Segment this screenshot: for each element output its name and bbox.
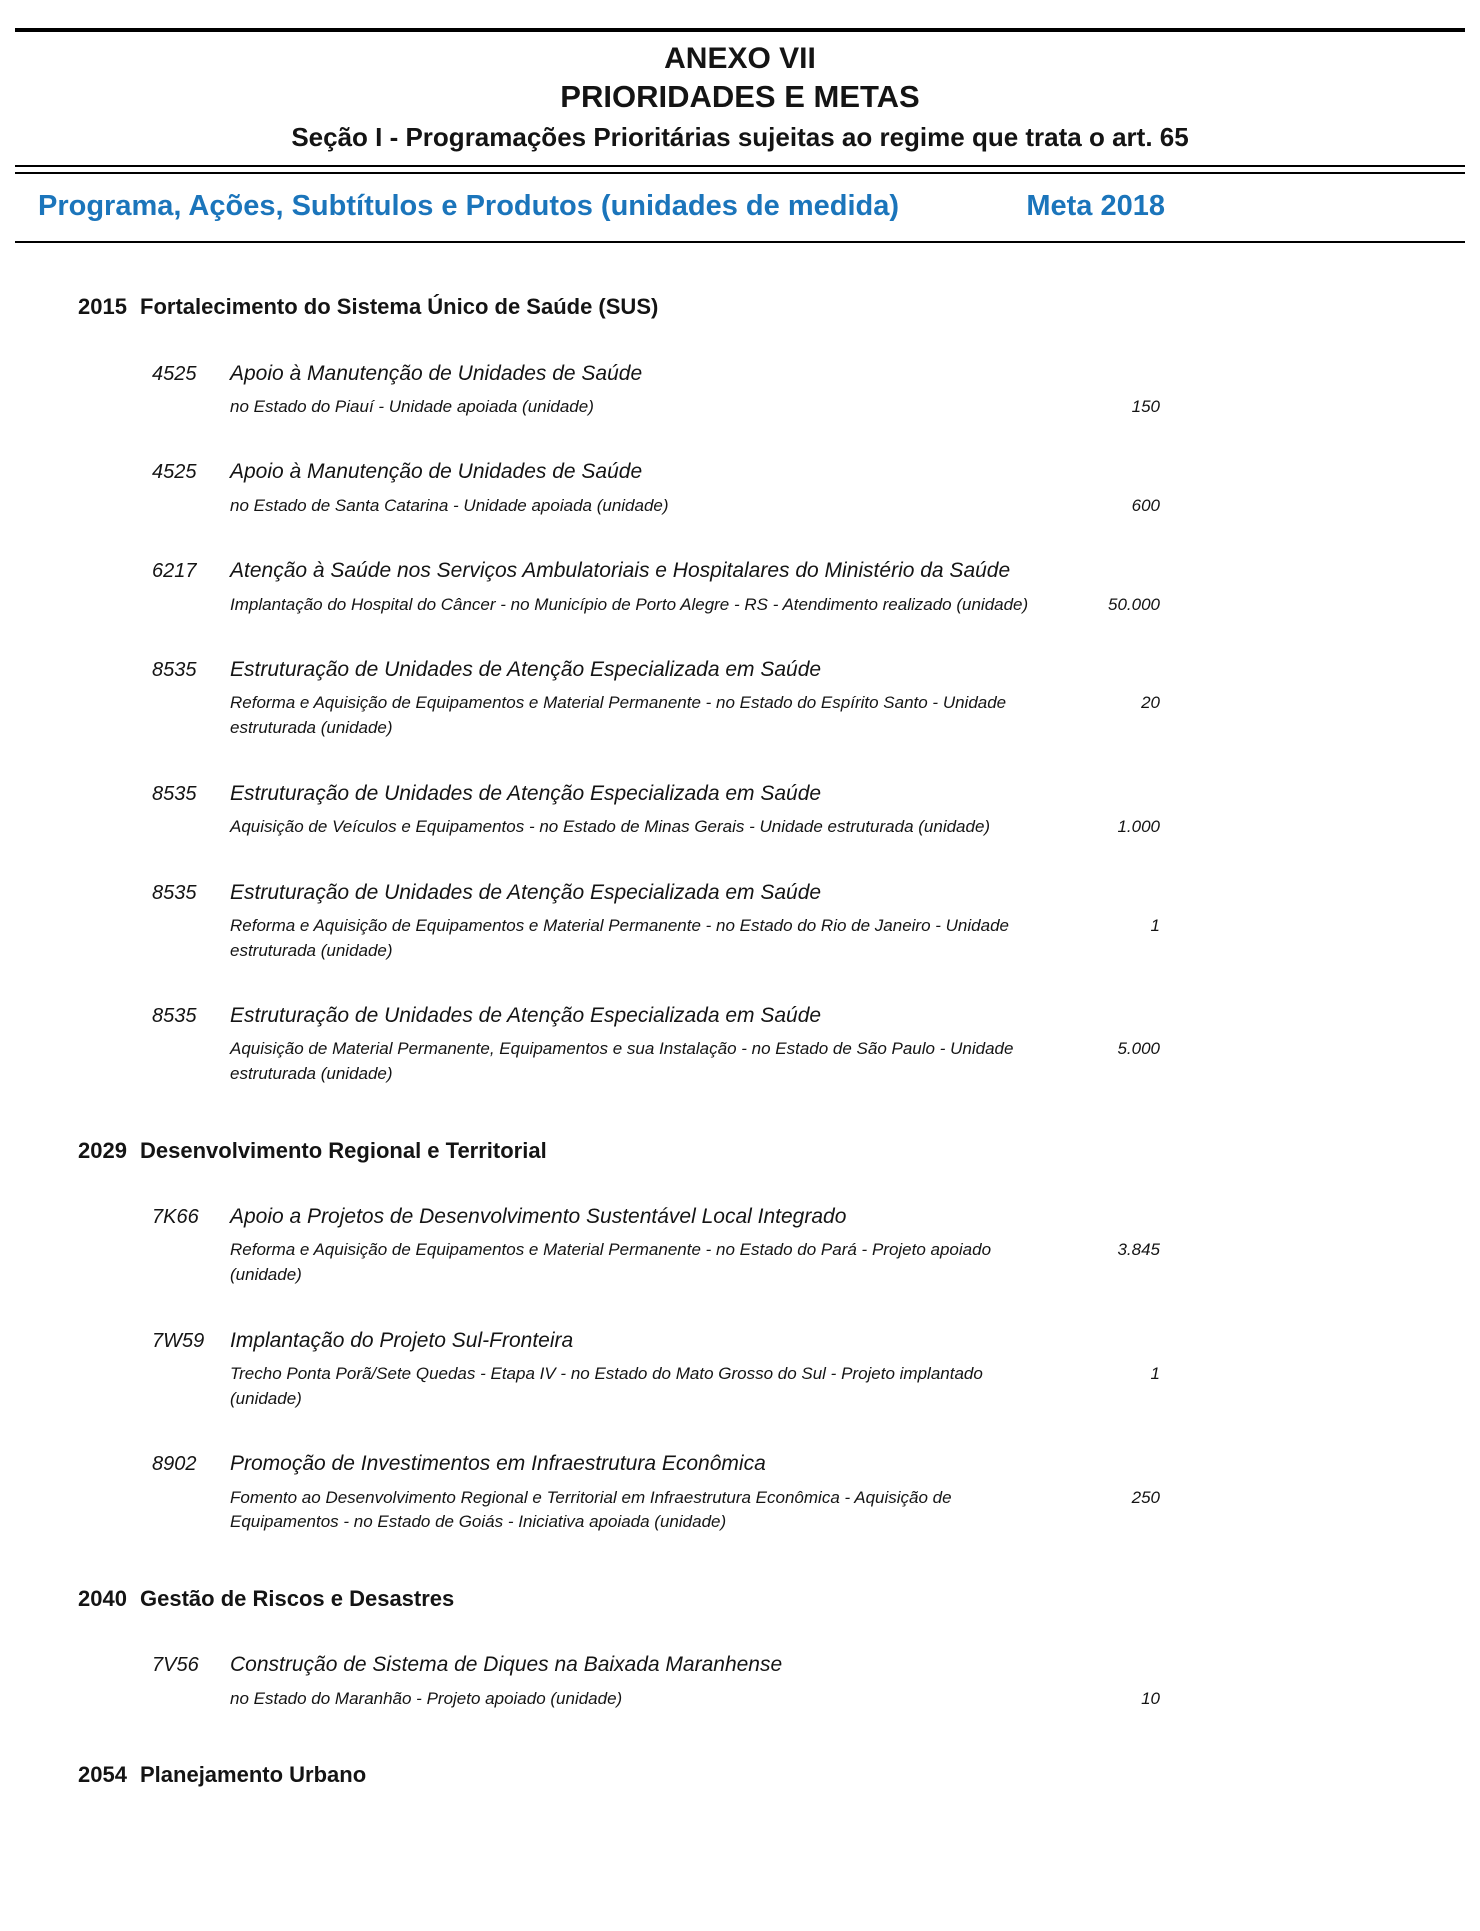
- document-page: [15, 0, 1465, 1789]
- action-subtitle: Fomento ao Desenvolvimento Regional e Territorial em Infraestrutura Econômica - Aquisição de Equipamentos - no Estado de Goiás - Iniciativa apoiada (unidade): [230, 1487, 952, 1532]
- action-meta: 10: [1141, 1688, 1160, 1708]
- action-row: [15, 1328, 1465, 1412]
- action-row: [15, 1652, 1465, 1711]
- action-head: [152, 781, 1465, 807]
- priorities-title: PRIORIDADES E METAS: [560, 78, 920, 114]
- action-meta: 50.000: [1108, 594, 1160, 614]
- action-head: [152, 1003, 1465, 1029]
- action-subrow: [152, 691, 1465, 740]
- action-subrow: [152, 1238, 1465, 1287]
- action-meta: 600: [1131, 495, 1160, 515]
- action-title: Estruturação de Unidades de Atenção Especializada em Saúde: [230, 1004, 822, 1028]
- action-title: Promoção de Investimentos em Infraestrutura Econômica: [230, 1452, 766, 1476]
- program-title: Planejamento Urbano: [140, 1762, 367, 1788]
- program-list: [15, 293, 1465, 1789]
- program-actions: [15, 1204, 1465, 1535]
- program-code: 2040: [78, 1585, 127, 1611]
- action-subtitle: Reforma e Aquisição de Equipamentos e Material Permanente - no Estado do Pará - Projeto apoiado (unidade): [230, 1240, 992, 1285]
- action-head: [152, 880, 1465, 906]
- double-rule: [15, 165, 1465, 174]
- action-meta: 150: [1131, 396, 1160, 416]
- action-code: 8535: [152, 1005, 197, 1028]
- action-code: 8902: [152, 1453, 197, 1476]
- action-subrow: [152, 1362, 1465, 1411]
- action-subrow: [152, 494, 1465, 519]
- action-subtitle: no Estado de Santa Catarina - Unidade apoiada (unidade): [230, 495, 669, 515]
- action-row: [15, 459, 1465, 518]
- action-code: 4525: [152, 461, 197, 484]
- action-code: 8535: [152, 881, 197, 904]
- program-section: [15, 293, 1465, 1087]
- program-section: [15, 1137, 1465, 1535]
- action-head: [152, 558, 1465, 584]
- action-head: [152, 1204, 1465, 1230]
- action-subtitle: Aquisição de Veículos e Equipamentos - no Estado de Minas Gerais - Unidade estruturada (unidade): [230, 817, 991, 836]
- program-title: Desenvolvimento Regional e Territorial: [140, 1137, 547, 1163]
- action-code: 7V56: [152, 1654, 199, 1677]
- action-code: 6217: [152, 560, 197, 583]
- action-subtitle: no Estado do Piauí - Unidade apoiada (unidade): [230, 396, 594, 416]
- program-actions: [15, 361, 1465, 1087]
- action-subrow: [152, 395, 1465, 420]
- action-subtitle: no Estado do Maranhão - Projeto apoiado (unidade): [230, 1688, 623, 1708]
- program-heading: [15, 1761, 1465, 1789]
- action-row: [15, 1451, 1465, 1535]
- action-title: Atenção à Saúde nos Serviços Ambulatoriais e Hospitalares do Ministério da Saúde: [230, 559, 1011, 583]
- header-rule: [15, 241, 1465, 243]
- action-meta: 1: [1150, 915, 1160, 935]
- column-header-right: Meta 2018: [1026, 190, 1165, 223]
- action-title: Estruturação de Unidades de Atenção Especializada em Saúde: [230, 658, 822, 682]
- column-header-left: Programa, Ações, Subtítulos e Produtos (unidades de medida): [38, 190, 900, 223]
- action-meta: 5.000: [1117, 1039, 1160, 1059]
- action-row: [15, 657, 1465, 741]
- action-subtitle: Reforma e Aquisição de Equipamentos e Material Permanente - no Estado do Rio de Janeiro - Unidade estruturada (unidade): [230, 915, 1009, 960]
- action-head: [152, 657, 1465, 683]
- action-head: [152, 361, 1465, 387]
- action-meta: 1.000: [1117, 817, 1160, 836]
- action-title: Apoio a Projetos de Desenvolvimento Sustentável Local Integrado: [230, 1205, 847, 1229]
- action-code: 4525: [152, 362, 197, 385]
- action-row: [15, 558, 1465, 617]
- action-subtitle: Aquisição de Material Permanente, Equipamentos e sua Instalação - no Estado de São Paulo - Unidade estruturada (unidade): [230, 1039, 1014, 1084]
- action-code: 7K66: [152, 1206, 199, 1229]
- program-title: Gestão de Riscos e Desastres: [140, 1585, 455, 1611]
- action-row: [15, 1003, 1465, 1087]
- action-subtitle: Implantação do Hospital do Câncer - no Município de Porto Alegre - RS - Atendimento realizado (unidade): [230, 594, 1029, 614]
- action-meta: 20: [1141, 693, 1160, 713]
- column-header: [15, 174, 1465, 241]
- program-actions: [15, 1652, 1465, 1711]
- program-heading: [15, 1137, 1465, 1165]
- action-row: [15, 781, 1465, 840]
- action-subrow: [152, 1486, 1465, 1535]
- program-section: [15, 1585, 1465, 1711]
- action-head: [152, 1451, 1465, 1477]
- annex-title: ANEXO VII: [664, 42, 816, 75]
- action-code: 7W59: [152, 1329, 205, 1352]
- action-subrow: [152, 593, 1465, 618]
- program-section: [15, 1761, 1465, 1789]
- action-subrow: [152, 914, 1465, 963]
- program-code: 2054: [78, 1762, 127, 1788]
- action-subrow: [152, 1687, 1465, 1712]
- action-meta: 1: [1150, 1363, 1160, 1383]
- program-heading: [15, 293, 1465, 321]
- action-title: Estruturação de Unidades de Atenção Especializada em Saúde: [230, 880, 822, 904]
- section-title: Seção I - Programações Prioritárias sujeitas ao regime que trata o art. 65: [291, 122, 1189, 153]
- program-heading: [15, 1585, 1465, 1613]
- action-meta: 250: [1131, 1487, 1160, 1507]
- action-subtitle: Trecho Ponta Porã/Sete Quedas - Etapa IV - no Estado do Mato Grosso do Sul - Projeto implantado (unidade): [230, 1363, 983, 1408]
- action-head: [152, 1328, 1465, 1354]
- action-code: 8535: [152, 782, 197, 805]
- action-code: 8535: [152, 659, 197, 682]
- action-row: [15, 361, 1465, 420]
- action-title: Implantação do Projeto Sul-Fronteira: [230, 1328, 574, 1352]
- action-row: [15, 1204, 1465, 1288]
- action-head: [152, 1652, 1465, 1678]
- action-row: [15, 880, 1465, 964]
- action-subrow: [152, 1037, 1465, 1086]
- action-meta: 3.845: [1117, 1240, 1160, 1260]
- action-title: Construção de Sistema de Diques na Baixada Maranhense: [230, 1653, 783, 1677]
- action-title: Apoio à Manutenção de Unidades de Saúde: [230, 460, 643, 484]
- action-head: [152, 459, 1465, 485]
- action-title: Apoio à Manutenção de Unidades de Saúde: [230, 361, 643, 385]
- action-subtitle: Reforma e Aquisição de Equipamentos e Material Permanente - no Estado do Espírito Santo - Unidade estruturada (unidade): [230, 693, 1007, 738]
- action-title: Estruturação de Unidades de Atenção Especializada em Saúde: [230, 781, 822, 805]
- program-title: Fortalecimento do Sistema Único de Saúde (SUS): [140, 294, 659, 320]
- program-code: 2015: [78, 294, 127, 320]
- document-header: [15, 32, 1465, 165]
- action-subrow: [152, 815, 1465, 840]
- program-code: 2029: [78, 1137, 127, 1163]
